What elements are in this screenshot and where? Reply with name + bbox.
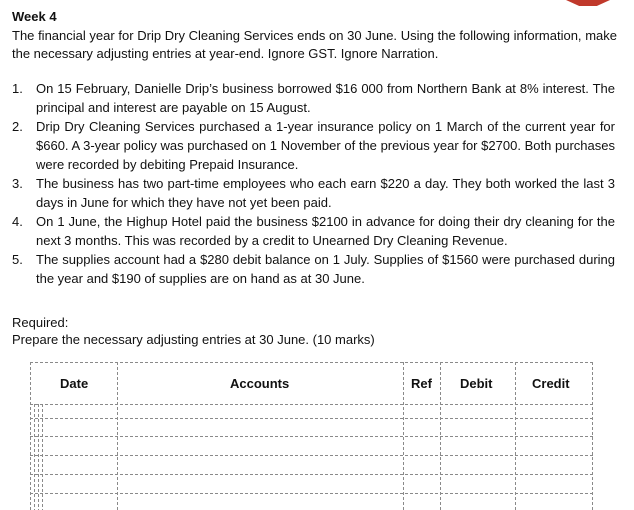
list-item: [12, 212, 615, 250]
corner-decoration: [566, 0, 610, 6]
item-number: 2.: [12, 119, 23, 134]
item-text: Drip Dry Cleaning Services purchased a 1-year insurance policy on 1 March of the current year for $660. A 3-year policy was purchased on 1 November of the previous year for $2700. Both purchases were recorded by debiting Prepaid Insurance.: [36, 119, 615, 172]
list-item: [12, 117, 615, 174]
list-item: [12, 79, 615, 117]
question-list: [12, 79, 615, 288]
list-item: [12, 250, 615, 288]
header-debit: Debit: [460, 376, 493, 391]
item-number: 5.: [12, 252, 23, 267]
required-text: Prepare the necessary adjusting entries at 30 June. (10 marks): [12, 332, 375, 347]
header-accounts: Accounts: [230, 376, 290, 391]
item-number: 4.: [12, 214, 23, 229]
item-text: The supplies account had a $280 debit balance on 1 July. Supplies of $1560 were purchased during the year and $190 of supplies are on hand as at 30 June.: [36, 252, 615, 286]
header-ref: Ref: [411, 376, 432, 391]
item-text: On 15 February, Danielle Drip’s business borrowed $16 000 from Northern Bank at 8% interest. The principal and interest are payable on 15 August.: [36, 81, 615, 115]
header-credit: Credit: [532, 376, 570, 391]
journal-table: [30, 362, 593, 510]
item-number: 3.: [12, 176, 23, 191]
table-grid: [30, 362, 593, 510]
intro-paragraph: The financial year for Drip Dry Cleaning Services ends on 30 June. Using the following information, make the necessary adjusting entries at year-end. Ignore GST. Ignore Narration.: [12, 28, 617, 61]
page-title: Week 4: [12, 9, 57, 24]
item-number: 1.: [12, 81, 23, 96]
item-text: On 1 June, the Highup Hotel paid the business $2100 in advance for doing their dry cleaning for the next 3 months. This was recorded by a credit to Unearned Dry Cleaning Revenue.: [36, 214, 615, 248]
header-date: Date: [60, 376, 89, 391]
required-label: Required:: [12, 315, 69, 330]
list-item: [12, 174, 615, 212]
item-text: The business has two part-time employees who each earn $220 a day. They both worked the last 3 days in June for which they have not yet been paid.: [36, 176, 615, 210]
